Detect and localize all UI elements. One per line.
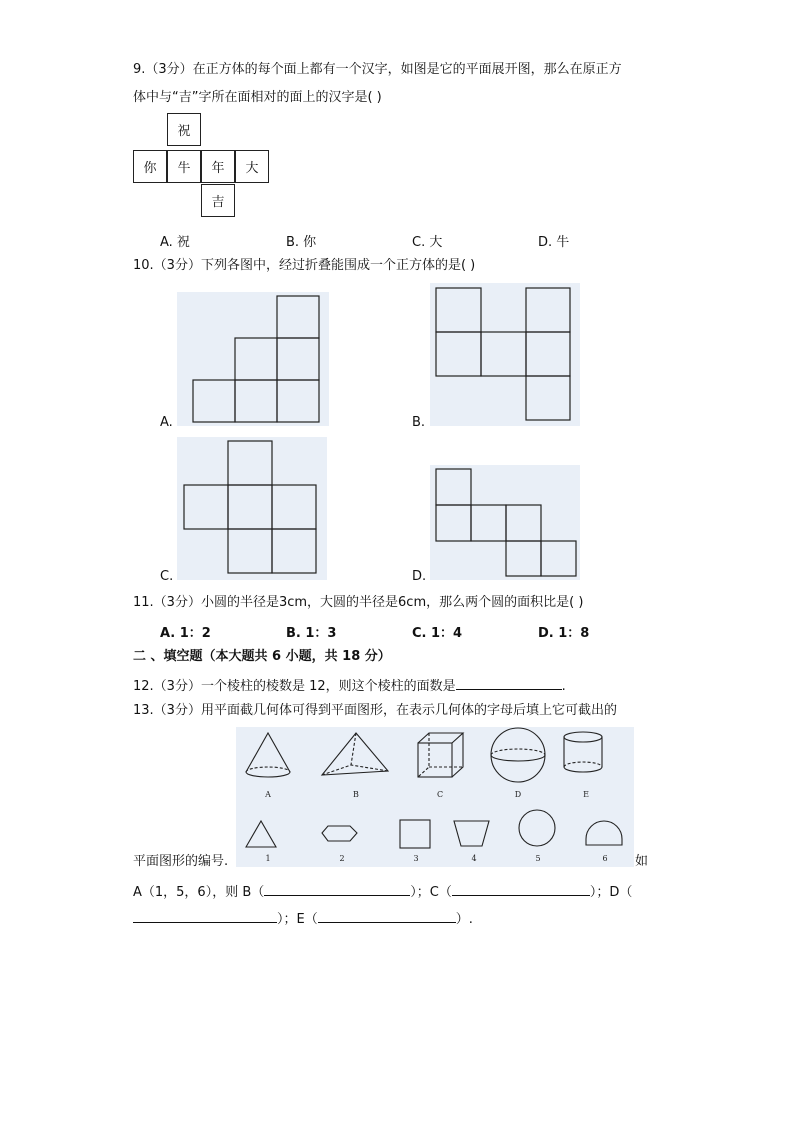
net-cell-nian: 年 — [201, 150, 235, 183]
shape-label-6: 6 — [602, 854, 608, 863]
hexagon-shape — [322, 826, 357, 841]
q13-line2-left: 平面图形的编号. — [133, 854, 229, 869]
q13-line4-a: ）；E（ — [277, 912, 318, 927]
net-cell-niu: 牛 — [167, 150, 201, 183]
q10-label-c[interactable]: C. — [160, 569, 174, 584]
q9-option-c[interactable]: C. 大 — [412, 235, 443, 250]
q10-label-d[interactable]: D. — [412, 569, 427, 584]
q13-line3-c: ）；D（ — [589, 885, 633, 900]
q10-figure-a — [177, 292, 329, 426]
q10-text: 10.（3分）下列各图中，经过折叠能围成一个正方体的是( ) — [133, 258, 476, 273]
q9-option-b[interactable]: B. 你 — [286, 235, 317, 250]
shape-label-5: 5 — [535, 854, 541, 863]
tetrahedron-solid — [322, 733, 388, 775]
q12-end: . — [561, 679, 566, 694]
shape-label-4: 4 — [471, 854, 477, 863]
triangle-shape — [246, 821, 276, 847]
q11-option-b[interactable]: B. 1：3 — [286, 626, 337, 641]
q13-answer-c[interactable] — [452, 883, 590, 896]
circle-shape — [519, 810, 555, 846]
trapezoid-shape — [454, 821, 489, 846]
q13-line4-b: ）. — [455, 912, 473, 927]
solid-label-d: D — [514, 790, 522, 799]
q10-label-a[interactable]: A. — [160, 415, 173, 430]
shape-label-3: 3 — [413, 854, 419, 863]
q13-line3-a: A（1，5，6），则 B（ — [133, 885, 265, 900]
section-heading: 二 、填空题（本大题共 6 小题，共 18 分） — [133, 649, 391, 664]
q9-line2: 体中与“吉”字所在面相对的面上的汉字是( ) — [133, 90, 382, 105]
q11-option-a[interactable]: A. 1：2 — [160, 626, 211, 641]
shape-label-1: 1 — [265, 854, 271, 863]
q12-line — [133, 677, 566, 695]
solid-label-c: C — [436, 790, 444, 799]
q10-figure-c — [177, 437, 327, 580]
q10-label-b[interactable]: B. — [412, 415, 426, 430]
shape-label-2: 2 — [339, 854, 345, 863]
q13-line3 — [133, 883, 632, 901]
cone-solid — [246, 733, 290, 777]
net-cell-ni: 你 — [133, 150, 167, 183]
net-cell-zhu: 祝 — [167, 113, 201, 146]
cube-solid — [418, 733, 463, 777]
net-cell-da: 大 — [235, 150, 269, 183]
q9-option-d[interactable]: D. 牛 — [538, 235, 570, 250]
q13-answer-d[interactable] — [133, 910, 277, 923]
q13-answer-b[interactable] — [264, 883, 410, 896]
q13-line3-b: ）；C（ — [410, 885, 452, 900]
q9-line1: 9.（3分）在正方体的每个面上都有一个汉字，如图是它的平面展开图，那么在原正方 — [133, 62, 622, 77]
solid-label-e: E — [583, 790, 589, 799]
q10-figure-b — [430, 283, 580, 426]
q13-answer-e[interactable] — [318, 910, 456, 923]
q13-line1: 13.（3分）用平面截几何体可得到平面图形，在表示几何体的字母后填上它可截出的 — [133, 703, 617, 718]
solid-label-a: A — [265, 790, 271, 799]
q11-option-d[interactable]: D. 1：8 — [538, 626, 590, 641]
q13-line4 — [133, 910, 473, 928]
solids-figure — [236, 727, 634, 867]
square-shape — [400, 820, 430, 848]
solid-label-b: B — [353, 790, 359, 799]
q13-line2-right: 如 — [635, 854, 649, 869]
q10-figure-d — [430, 465, 580, 580]
q11-option-c[interactable]: C. 1：4 — [412, 626, 463, 641]
net-cell-ji: 吉 — [201, 184, 235, 217]
q11-text: 11.（3分）小圆的半径是3cm，大圆的半径是6cm，那么两个圆的面积比是( ) — [133, 595, 584, 610]
q12-answer-blank[interactable] — [456, 677, 562, 690]
sphere-solid — [491, 728, 545, 782]
semicircle-shape — [586, 821, 622, 845]
q9-option-a[interactable]: A. 祝 — [160, 235, 190, 250]
q12-text: 12.（3分）一个棱柱的棱数是 12，则这个棱柱的面数是 — [133, 679, 456, 694]
cylinder-solid — [564, 732, 602, 772]
